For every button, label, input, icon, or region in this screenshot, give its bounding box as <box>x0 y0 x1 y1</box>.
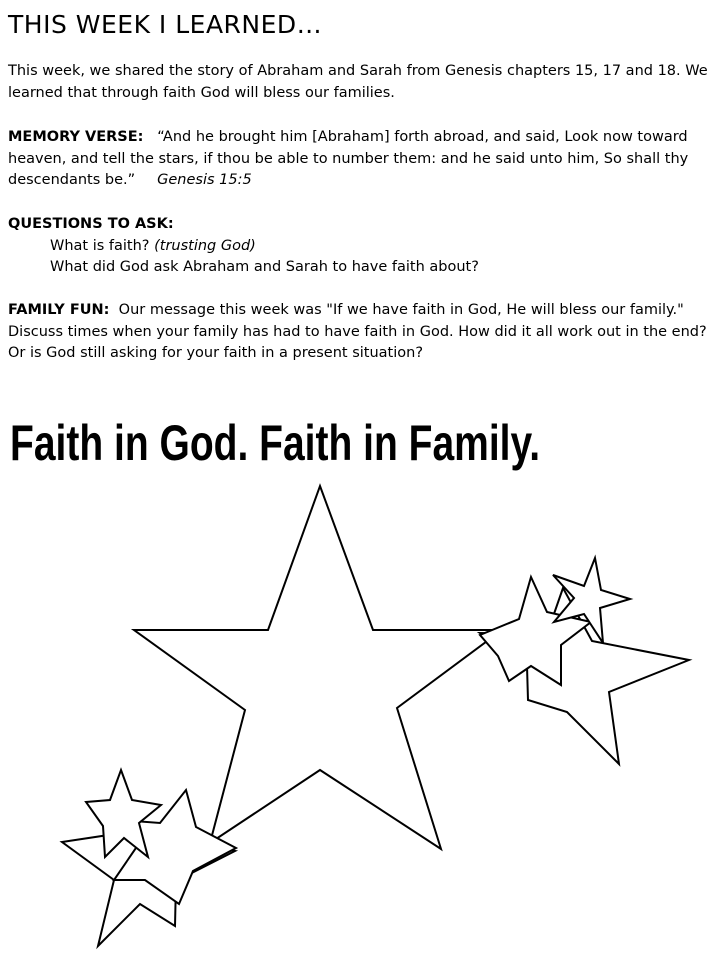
headline: Faith in God. Faith in Family. <box>10 415 541 471</box>
star-icon <box>134 486 502 849</box>
question-text: What did God ask Abraham and Sarah to have faith about? <box>50 259 479 275</box>
family-fun-label: FAMILY FUN: <box>8 302 110 318</box>
intro-paragraph: This week, we shared the story of Abraham and Sarah from Genesis chapters 15, 17 and 18. We learned that through faith God will bless our families. <box>8 63 708 101</box>
question-answer: (trusting God) <box>154 237 256 254</box>
question-text: What is faith? <box>50 237 150 254</box>
questions-label: QUESTIONS TO ASK: <box>8 216 174 232</box>
memory-verse-text: “And he brought him [Abraham] forth abroad, and said, Look now toward heaven, and tell the stars, if thou be able to number them: and he said unto him, So shall thy descendants be.” <box>8 129 689 188</box>
family-fun-text: Our message this week was "If we have faith in God, He will bless our family." Discuss times when your family has had to have faith in God. How did it all work out in the end? Or is God still asking for your faith in a present situation? <box>8 302 707 361</box>
page-title: THIS WEEK I LEARNED… <box>8 10 323 39</box>
memory-verse-reference: Genesis 15:5 <box>157 172 252 188</box>
memory-verse-label: MEMORY VERSE: <box>8 129 144 145</box>
